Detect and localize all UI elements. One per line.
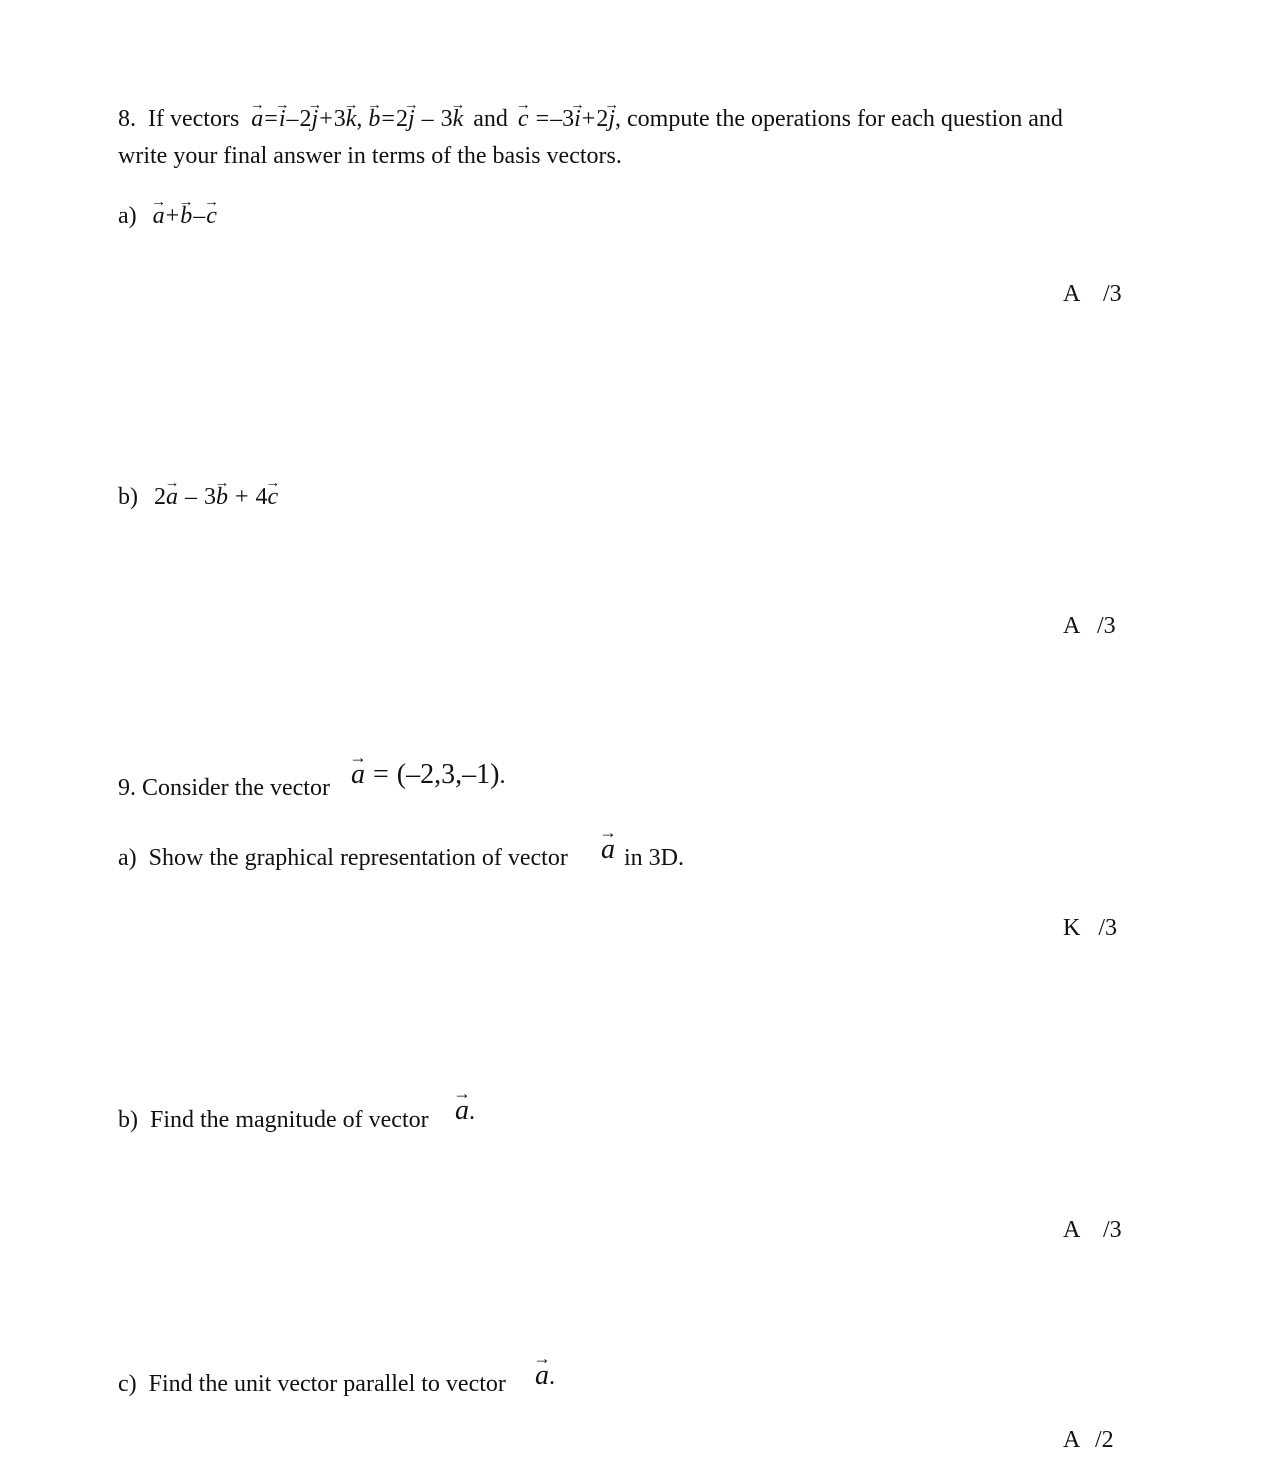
q9-part-c-vector: → a. (535, 1360, 555, 1392)
basis-k: → k (346, 106, 357, 133)
q8-part-b-expression: 2→ a – 3→ b + 4→ c (154, 484, 278, 510)
q9-part-c (118, 1371, 506, 1398)
q8-part-a-label: a) (118, 203, 137, 229)
q9-vector-value: (–2,3,–1) (396, 759, 500, 790)
q9-part-b-label: b) (118, 1107, 138, 1133)
q8-part-a (118, 203, 217, 230)
q8-vector-definitions: → a=→ i–2→ j+3→ k, → b=2→ j – 3→ k (251, 106, 469, 132)
vector-a: → a (535, 1360, 549, 1392)
basis-j: → j (312, 106, 319, 133)
q9-part-b-score (1063, 1217, 1122, 1244)
q9-part-a-score (1063, 915, 1117, 942)
score-total: /3 (1103, 1217, 1122, 1243)
score-code: K (1063, 915, 1081, 941)
q8-vector-c-definition: → c =–3→ i+2→ j (518, 106, 615, 132)
q9-part-a-label: a) (118, 845, 137, 871)
q8-part-a-expression: → a+→ b–→ c (153, 203, 217, 229)
basis-j: → j (408, 106, 415, 133)
vector-c: → c (268, 484, 279, 511)
score-total: /3 (1103, 281, 1122, 307)
q8-line-1 (118, 106, 1063, 133)
basis-i: → i (574, 106, 581, 133)
q8-line-2: write your final answer in terms of the basis vectors. (118, 143, 622, 169)
vector-a: → a (166, 484, 178, 511)
q9-vector-definition: → a = (–2,3,–1). (351, 759, 505, 791)
vector-b: → b (180, 203, 192, 230)
vector-b: → b (216, 484, 228, 511)
q9-part-b-vector: → a. (455, 1095, 475, 1127)
score-code: A (1063, 613, 1080, 639)
vector-a: → a (455, 1095, 469, 1127)
vector-c: → c (518, 106, 529, 133)
vector-a: → a (153, 203, 165, 230)
score-total: /2 (1095, 1427, 1114, 1453)
q8-instruction: , compute the operations for each question and (615, 106, 1063, 132)
q9-part-a-vector (601, 834, 615, 866)
score-code: A (1063, 281, 1080, 307)
q8-part-b-label: b) (118, 484, 138, 510)
q9-part-a-suffix: in 3D. (624, 845, 684, 871)
vector-a: → a (251, 106, 263, 133)
score-code: A (1063, 1217, 1080, 1243)
q9-intro-line (118, 775, 330, 802)
q9-part-c-label: c) (118, 1371, 137, 1397)
vector-a: → a (351, 759, 365, 791)
q8-intro: If vectors (148, 106, 240, 132)
basis-k: → k (453, 106, 464, 133)
q8-part-b-score (1063, 613, 1116, 640)
q9-part-c-text: Find the unit vector parallel to vector (148, 1371, 506, 1397)
q9-part-a-text: Show the graphical representation of vector (148, 845, 568, 871)
q9-part-b (118, 1107, 429, 1134)
q9-intro: Consider the vector (142, 775, 330, 801)
q8-conjunction: and (473, 106, 508, 132)
q8-number: 8. (118, 106, 136, 132)
vector-b: → b (368, 106, 380, 133)
q9-part-b-text: Find the magnitude of vector (150, 1107, 429, 1133)
q9-part-a (118, 845, 568, 872)
vector-c: → c (206, 203, 217, 230)
q8-part-a-score (1063, 281, 1122, 308)
q9-number: 9. (118, 775, 136, 801)
score-total: /3 (1097, 613, 1116, 639)
basis-i: → i (279, 106, 286, 133)
vector-a: → a (601, 834, 615, 866)
basis-j: → j (608, 106, 615, 133)
q8-part-b (118, 484, 278, 511)
score-total: /3 (1098, 915, 1118, 941)
score-code: A (1063, 1427, 1080, 1453)
q9-part-c-score (1063, 1427, 1114, 1454)
